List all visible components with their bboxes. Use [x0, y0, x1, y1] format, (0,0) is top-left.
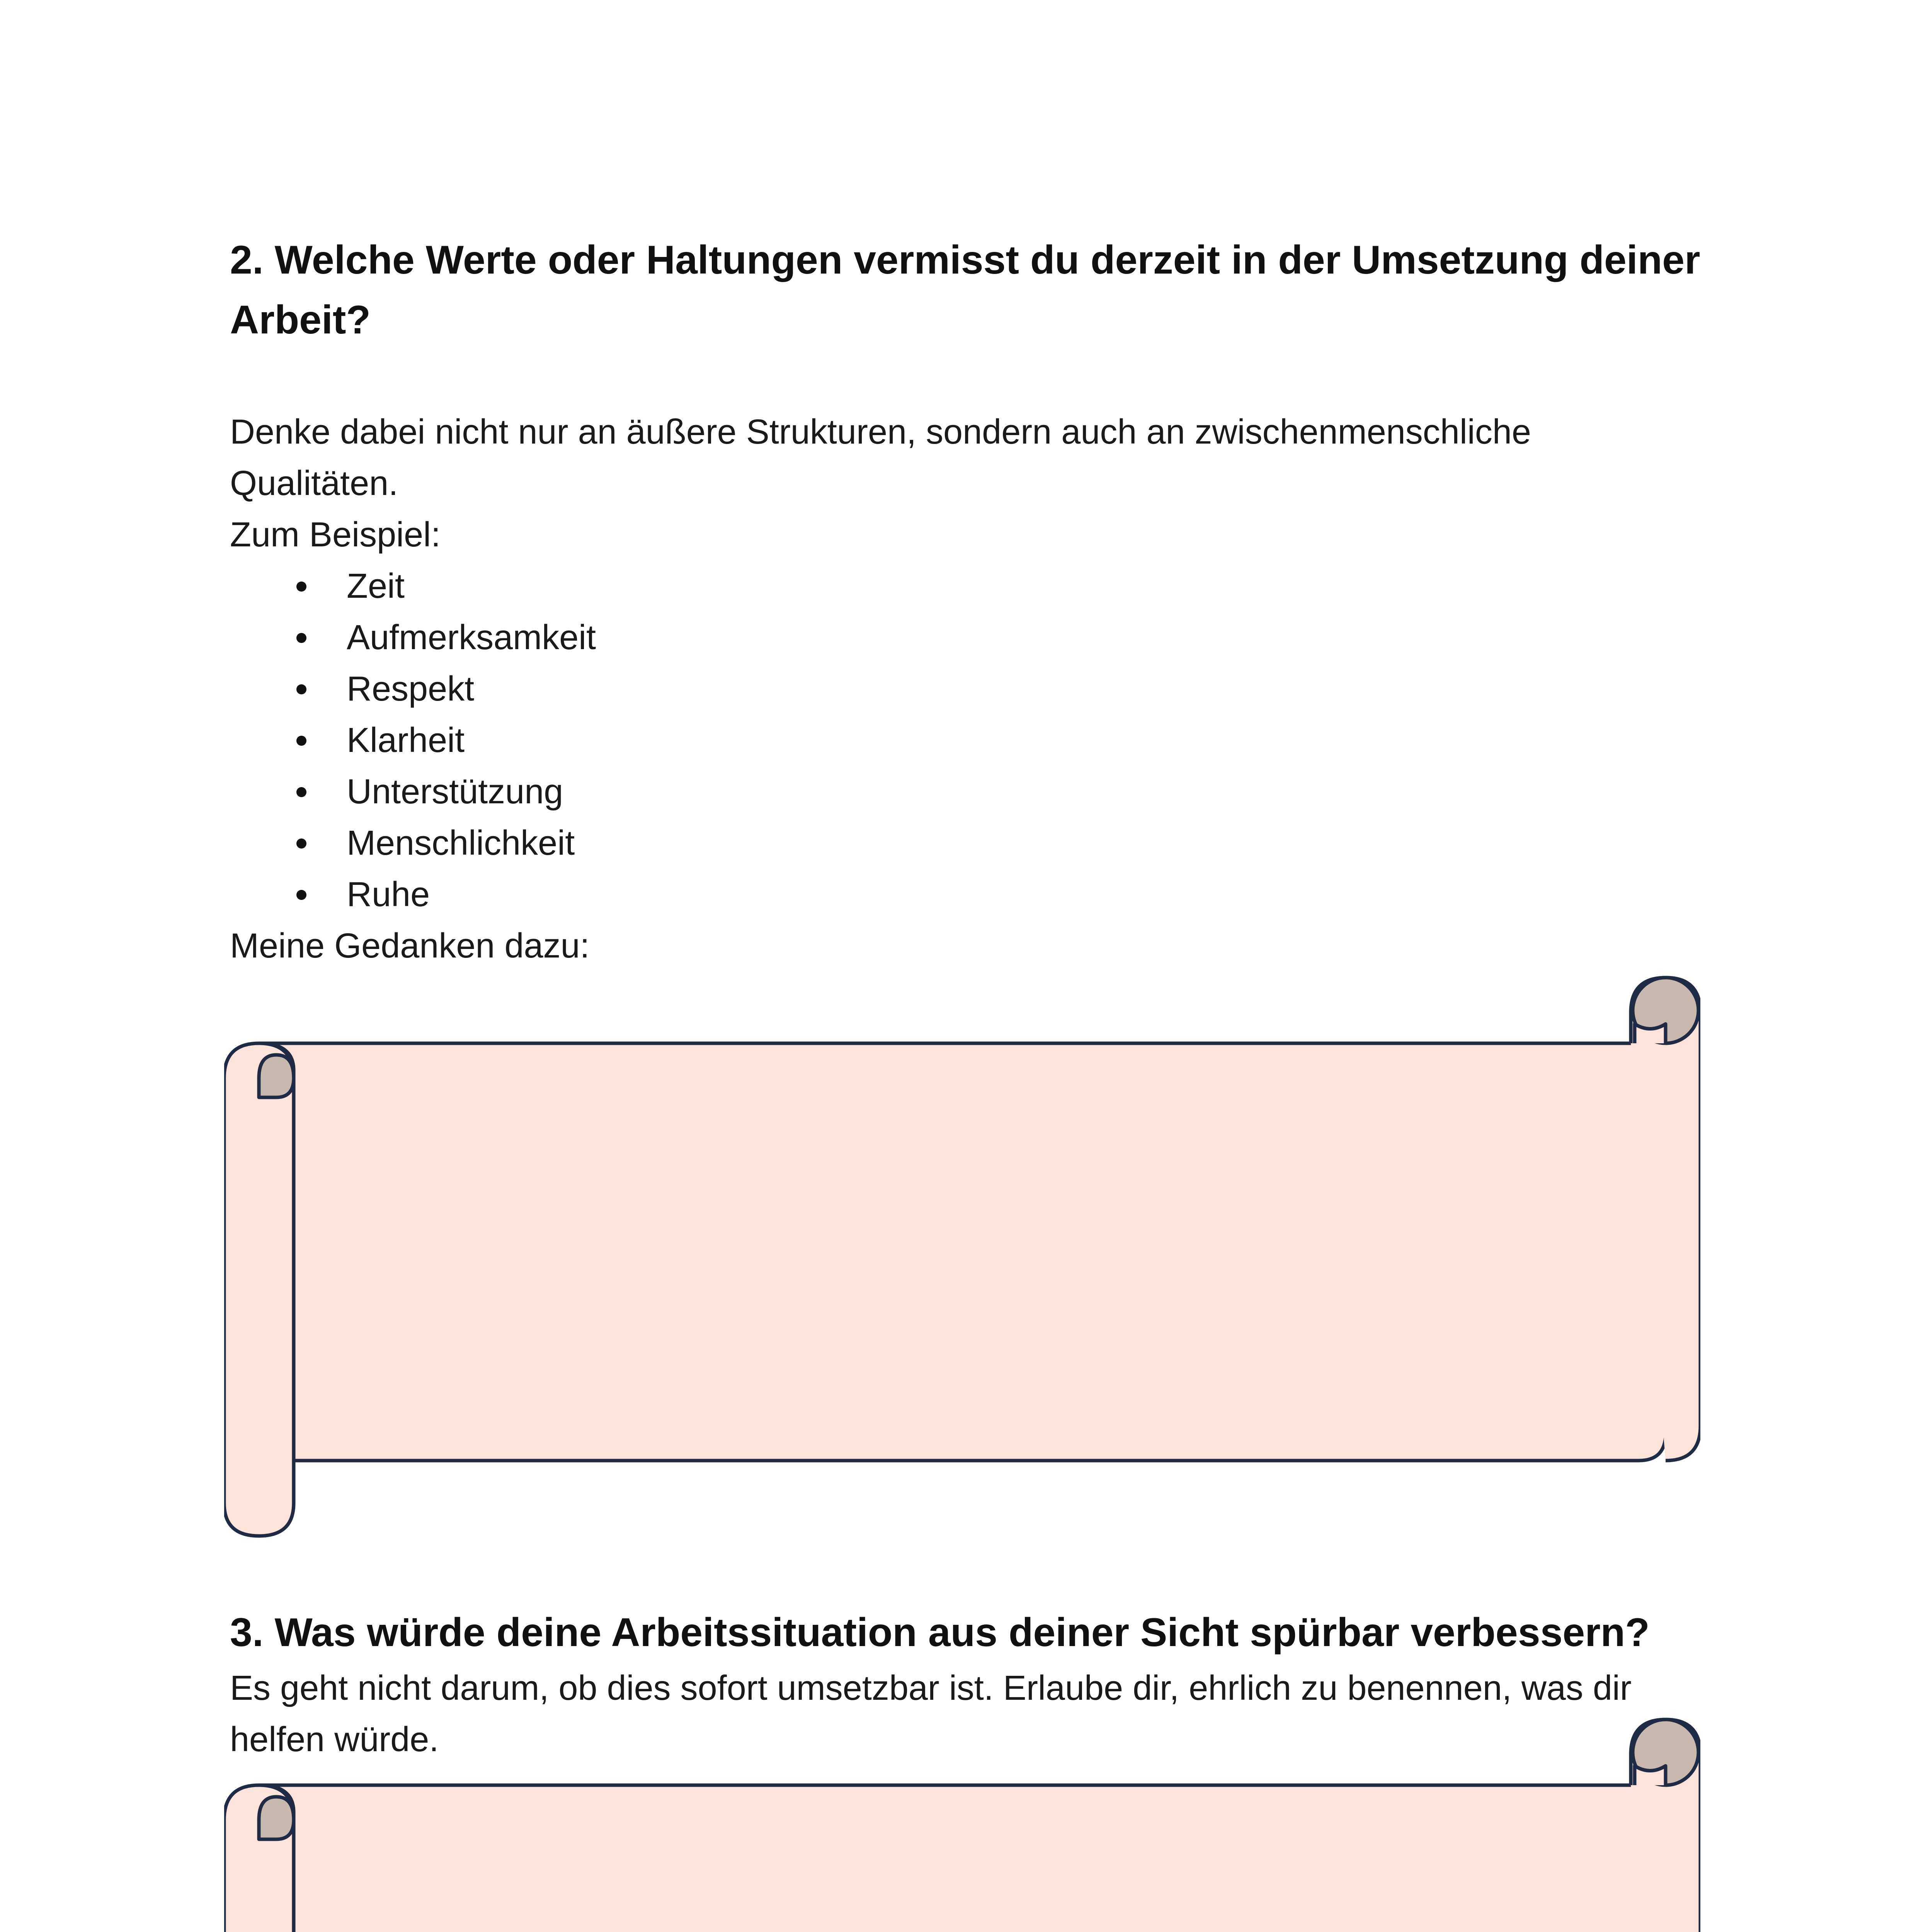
list-item-text: Ruhe	[347, 875, 430, 914]
bullet-icon	[296, 684, 306, 694]
section-2-intro-line-1: Denke dabei nicht nur an äußere Strukturen, sondern auch an zwischenmenschliche	[230, 413, 1531, 451]
bullet-icon	[296, 838, 306, 849]
bullet-icon	[296, 582, 306, 592]
list-item	[230, 663, 596, 715]
scroll-answer-area-1[interactable]	[224, 966, 1700, 1538]
bullet-icon	[296, 736, 306, 746]
scroll-answer-area-2[interactable]	[224, 1708, 1700, 1932]
list-item-text: Respekt	[347, 670, 475, 708]
list-item	[230, 561, 596, 612]
list-item	[230, 818, 596, 869]
bullet-icon	[296, 633, 306, 643]
section-2-heading-line-1: 2. Welche Werte oder Haltungen vermisst du derzeit in der Umsetzung deiner	[230, 238, 1700, 282]
section-3-intro-line-1: Es geht nicht darum, ob dies sofort umsetzbar ist. Erlaube dir, ehrlich zu benennen, was dir	[230, 1669, 1632, 1708]
list-item	[230, 715, 596, 766]
section-2-intro-line-2: Qualitäten.	[230, 464, 398, 503]
list-item-text: Zeit	[347, 567, 405, 605]
list-item-text: Aufmerksamkeit	[347, 618, 596, 657]
list-item-text: Unterstützung	[347, 772, 563, 811]
example-list	[230, 561, 596, 920]
thoughts-label: Meine Gedanken dazu:	[230, 927, 590, 965]
list-item-text: Klarheit	[347, 721, 465, 760]
list-item	[230, 869, 596, 920]
bullet-icon	[296, 890, 306, 900]
list-item	[230, 766, 596, 818]
list-item	[230, 612, 596, 663]
section-3-intro-line-2: helfen würde.	[230, 1720, 439, 1759]
bullet-icon	[296, 787, 306, 797]
example-label: Zum Beispiel:	[230, 515, 441, 554]
section-2-heading-line-2: Arbeit?	[230, 298, 371, 342]
list-item-text: Menschlichkeit	[347, 824, 575, 862]
section-3-heading: 3. Was würde deine Arbeitssituation aus deiner Sicht spürbar verbessern?	[230, 1610, 1650, 1655]
